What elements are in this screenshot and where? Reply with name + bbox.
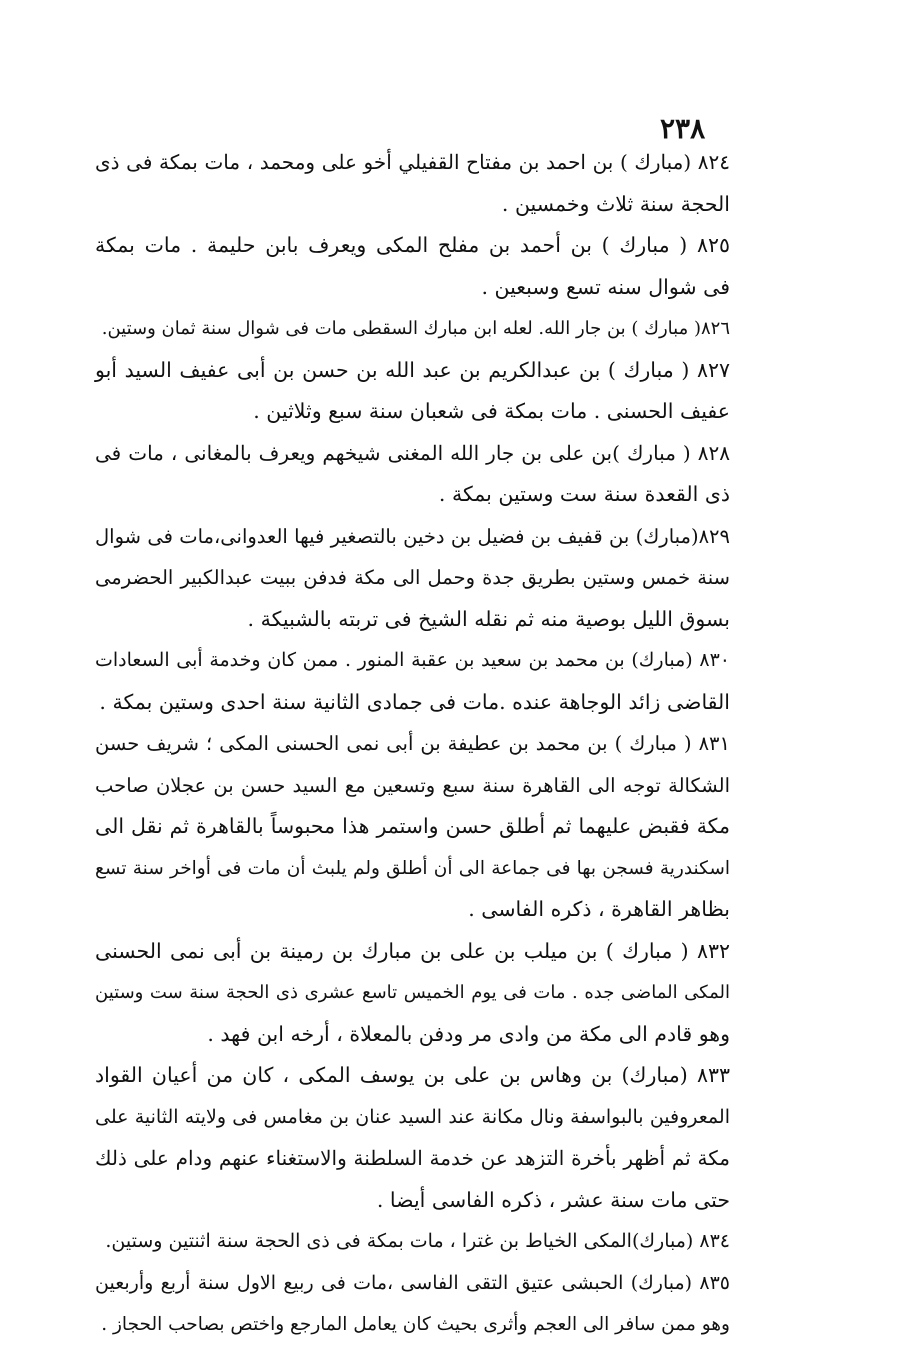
entry-line: القاضى زائد الوجاهة عنده .مات فى جمادى الثانية سنة احدى وستين بمكة . bbox=[99, 689, 730, 714]
entry-line: ٨٢٤ (مبارك ) بن احمد بن مفتاح القفيلي أخو على ومحمد ، مات بمكة فى ذى bbox=[95, 150, 730, 174]
entry-line: مكة فقبض عليهما ثم أطلق حسن واستمر هذا محبوساً بالقاهرة ثم نقل الى bbox=[95, 814, 730, 838]
entry-line: ٨٣١ ( مبارك ) بن محمد بن عطيفة بن أبى نمى الحسنى المكى ؛ شريف حسن bbox=[95, 732, 730, 755]
entry-line: ٨٣٥ (مبارك) الحبشى عتيق التقى الفاسى ،مات فى ربيع الاول سنة أربع وأربعين bbox=[95, 1271, 730, 1294]
entry-line: ٨٢٥ ( مبارك ) بن أحمد بن مفلح المكى ويعرف بابن حليمة . مات بمكة bbox=[95, 233, 730, 257]
entry-line: فى شوال سنه تسع وسبعين . bbox=[481, 274, 730, 299]
biography-entry bbox=[95, 1055, 730, 1221]
entry-line: وهو قادم الى مكة من وادى مر ودفن بالمعلاة ، أرخه ابن فهد . bbox=[207, 1021, 730, 1046]
entry-line: ٨٢٧ ( مبارك ) بن عبدالكريم بن عبد الله بن حسن بن أبى عفيف السيد أبو bbox=[95, 357, 730, 382]
biography-entry bbox=[95, 1263, 730, 1346]
biography-entry bbox=[95, 433, 730, 516]
biography-entry bbox=[95, 142, 730, 225]
entry-line: ٨٣٠ (مبارك) بن محمد بن سعيد بن عقبة المنور . ممن كان وخدمة أبى السعادات bbox=[95, 649, 730, 671]
entry-line: ٨٢٨ ( مبارك )بن على بن جار الله المغنى شيخهم ويعرف بالمغانى ، مات فى bbox=[95, 440, 730, 465]
biography-entry bbox=[95, 225, 730, 308]
page-number: ٢٣٨ bbox=[660, 112, 706, 145]
biography-entry bbox=[95, 1221, 730, 1263]
biography-entry bbox=[95, 350, 730, 433]
entry-line: الحجة سنة ثلاث وخمسين . bbox=[501, 191, 730, 216]
biography-entry bbox=[95, 516, 730, 641]
entry-line: ٨٣٢ ( مبارك ) بن ميلب بن على بن مبارك بن رمينة بن أبى نمى الحسنى bbox=[95, 938, 730, 963]
entry-line: المعروفين بالبواسفة ونال مكانة عند السيد عنان بن مغامس فى ولايته الثانية على bbox=[95, 1105, 730, 1128]
entry-line: بظاهر القاهرة ، ذكره الفاسى . bbox=[468, 897, 730, 921]
biography-entry bbox=[95, 640, 730, 723]
entry-line: اسكندرية فسجن بها فى جماعة الى أن أطلق ولم يلبث أن مات فى أواخر سنة تسع bbox=[95, 857, 730, 879]
entry-line: المكى الماضى جده . مات فى يوم الخميس تاسع عشرى ذى الحجة سنة ست وستين bbox=[95, 982, 730, 1003]
biography-entry bbox=[95, 723, 730, 931]
entry-line: ٨٣٣ (مبارك) بن وهاس بن على بن يوسف المكى ، كان من أعيان القواد bbox=[95, 1063, 730, 1087]
entries-list bbox=[95, 142, 730, 1346]
entry-line: سنة خمس وستين بطريق جدة وحمل الى مكة فدفن ببيت عبدالكبير الحضرمى bbox=[95, 566, 730, 589]
entry-line: مكة ثم أظهر بأخرة التزهد عن خدمة السلطنة والاستغناء عنهم ودام على ذلك bbox=[95, 1146, 730, 1170]
entry-line: وهو ممن سافر الى العجم وأثرى بحيث كان يعامل المارجع واختص بصاحب الحجاز . bbox=[101, 1314, 730, 1335]
entry-line: ذى القعدة سنة ست وستين بمكة . bbox=[438, 482, 730, 506]
biography-entry bbox=[95, 931, 730, 1056]
entry-line: حتى مات سنة عشر ، ذكره الفاسى أيضا . bbox=[376, 1187, 730, 1212]
entry-line: بسوق الليل بوصية منه ثم نقله الشيخ فى تربته بالشبيكة . bbox=[247, 606, 730, 631]
entry-line: ٨٢٩(مبارك) بن قفيف بن فضيل بن دخين بالتصغير فيها العدوانى،مات فى شوال bbox=[95, 524, 730, 548]
book-page bbox=[95, 112, 730, 1335]
entry-line: عفيف الحسنى . مات بمكة فى شعبان سنة سبع وثلاثين . bbox=[253, 399, 730, 423]
biography-entry bbox=[95, 308, 730, 350]
entry-line: ٨٣٤ (مبارك)المكى الخياط بن غترا ، مات بمكة فى ذى الحجة سنة اثنتين وستين. bbox=[105, 1230, 730, 1252]
entry-line: ٨٢٦( مبارك ) بن جار الله. لعله ابن مبارك السقطى مات فى شوال سنة ثمان وستين. bbox=[101, 318, 730, 339]
entry-line: الشكالة توجه الى القاهرة سنة سبع وتسعين مع السيد حسن بن عجلان صاحب bbox=[95, 773, 730, 797]
